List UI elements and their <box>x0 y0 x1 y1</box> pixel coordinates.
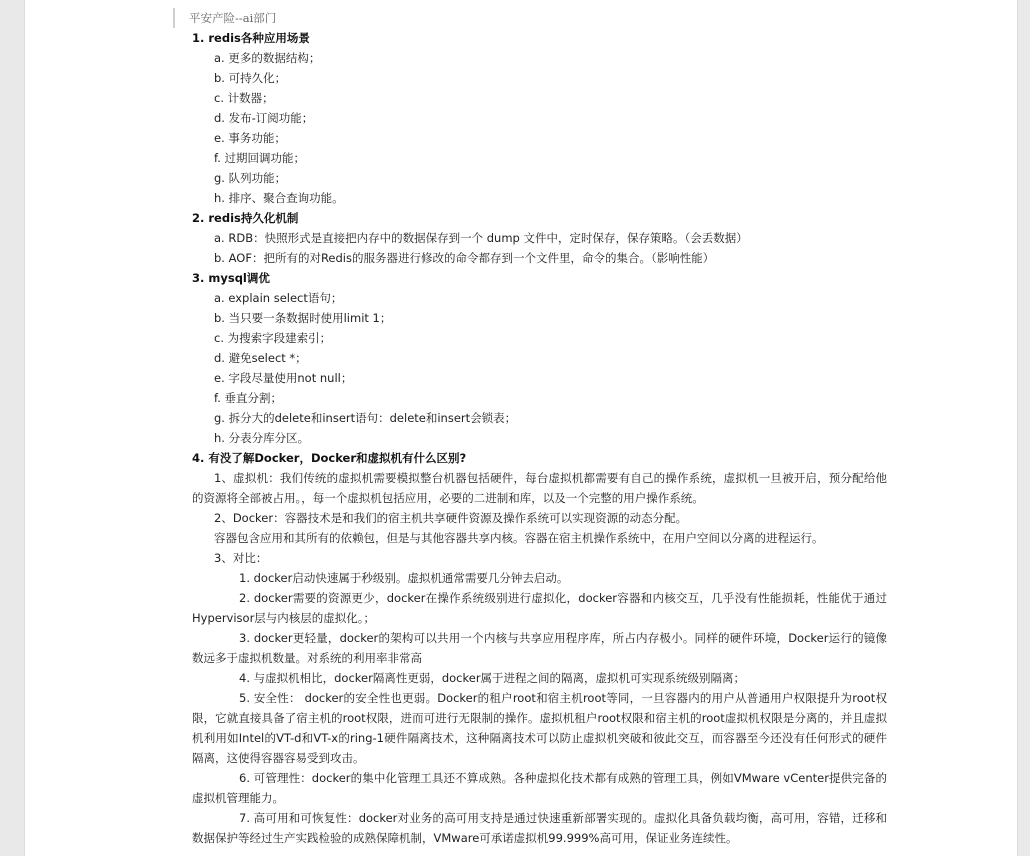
quote-bar <box>173 8 175 28</box>
section-title: 4. 有没了解Docker，Docker和虚拟机有什么区别? <box>192 451 467 465</box>
list-item: c. 计数器； <box>214 91 274 105</box>
compare-item: 5. 安全性： docker的安全性也更弱。Docker的租户root和宿主机root等同，一旦容器内的用户从普通用户权限提升为root权限，它就直接具备了宿主机的root权限，进而可进行无限制的操作。虚拟机租户root权限和宿主机的root虚拟机权限是分离的，并且虚拟机利用如Intel的VT-d和VT-x的ring-1硬件隔离技术，这种隔离技术可以防止虚拟机突破和彼此交互，而容器至今还没有任何形式的硬件隔离，这使得容器容易受到攻击。 <box>192 691 887 765</box>
list-item: a. 更多的数据结构； <box>214 51 321 65</box>
compare-item: 2. docker需要的资源更少，docker在操作系统级别进行虚拟化，docker容器和内核交互，几乎没有性能损耗，性能优于通过Hypervisor层与内核层的虚拟化。； <box>192 591 887 625</box>
compare-item: 7. 高可用和可恢复性：docker对业务的高可用支持是通过快速重新部署实现的。虚拟化具备负载均衡，高可用，容错，迁移和数据保护等经过生产实践检验的成熟保障机制，VMware可承诺虚拟机99.999%高可用，保证业务连续性。 <box>192 811 887 845</box>
compare-item: 3. docker更轻量，docker的架构可以共用一个内核与共享应用程序库，所占内存极小。同样的硬件环境，Docker运行的镜像数远多于虚拟机数量。对系统的利用率非常高 <box>192 631 887 665</box>
document-body <box>192 28 892 848</box>
list-item: e. 字段尽量使用not null； <box>214 371 353 385</box>
list-item: f. 垂直分割； <box>214 391 283 405</box>
list-item: a. explain select语句； <box>214 291 343 305</box>
list-item: e. 事务功能； <box>214 131 286 145</box>
paragraph-docker: 2、Docker：容器技术是和我们的宿主机共享硬件资源及操作系统可以实现资源的动态分配。 <box>214 511 688 525</box>
list-item: f. 过期回调功能； <box>214 151 306 165</box>
list-item: a. RDB：快照形式是直接把内存中的数据保存到一个 dump 文件中，定时保存，保存策略。（会丢数据） <box>214 231 748 245</box>
header-tag: 平安产险--ai部门 <box>189 11 277 25</box>
section-title: 3. mysql调优 <box>192 271 270 285</box>
list-item: d. 发布-订阅功能； <box>214 111 314 125</box>
list-item: h. 排序、聚合查询功能。 <box>214 191 344 205</box>
paragraph-compare: 3、对比： <box>214 551 268 565</box>
paragraph-container: 容器包含应用和其所有的依赖包，但是与其他容器共享内核。容器在宿主机操作系统中，在用户空间以分离的进程运行。 <box>214 531 824 545</box>
document-page <box>24 0 1018 856</box>
list-item: h. 分表分库分区。 <box>214 431 310 445</box>
list-item: b. AOF：把所有的对Redis的服务器进行修改的命令都存到一个文件里，命令的集合。（影响性能） <box>214 251 715 265</box>
compare-item: 1. docker启动快速属于秒级别。虚拟机通常需要几分钟去启动。 <box>239 571 569 585</box>
list-item: c. 为搜索字段建索引； <box>214 331 332 345</box>
section-title: 2. redis持久化机制 <box>192 211 299 225</box>
compare-item: 6. 可管理性：docker的集中化管理工具还不算成熟。各种虚拟化技术都有成熟的管理工具，例如VMware vCenter提供完备的虚拟机管理能力。 <box>192 771 887 805</box>
list-item: b. 可持久化； <box>214 71 287 85</box>
list-item: b. 当只要一条数据时使用limit 1； <box>214 311 392 325</box>
list-item: g. 队列功能； <box>214 171 287 185</box>
list-item: g. 拆分大的delete和insert语句：delete和insert会锁表； <box>214 411 517 425</box>
compare-item: 4. 与虚拟机相比，docker隔离性更弱，docker属于进程之间的隔离，虚拟机可实现系统级别隔离； <box>239 671 746 685</box>
section-title: 1. redis各种应用场景 <box>192 31 310 45</box>
paragraph-vm: 1、虚拟机：我们传统的虚拟机需要模拟整台机器包括硬件，每台虚拟机都需要有自己的操作系统，虚拟机一旦被开启，预分配给他的资源将全部被占用。，每一个虚拟机包括应用，必要的二进制和库，以及一个完整的用户操作系统。 <box>192 471 887 505</box>
list-item: d. 避免select *； <box>214 351 307 365</box>
